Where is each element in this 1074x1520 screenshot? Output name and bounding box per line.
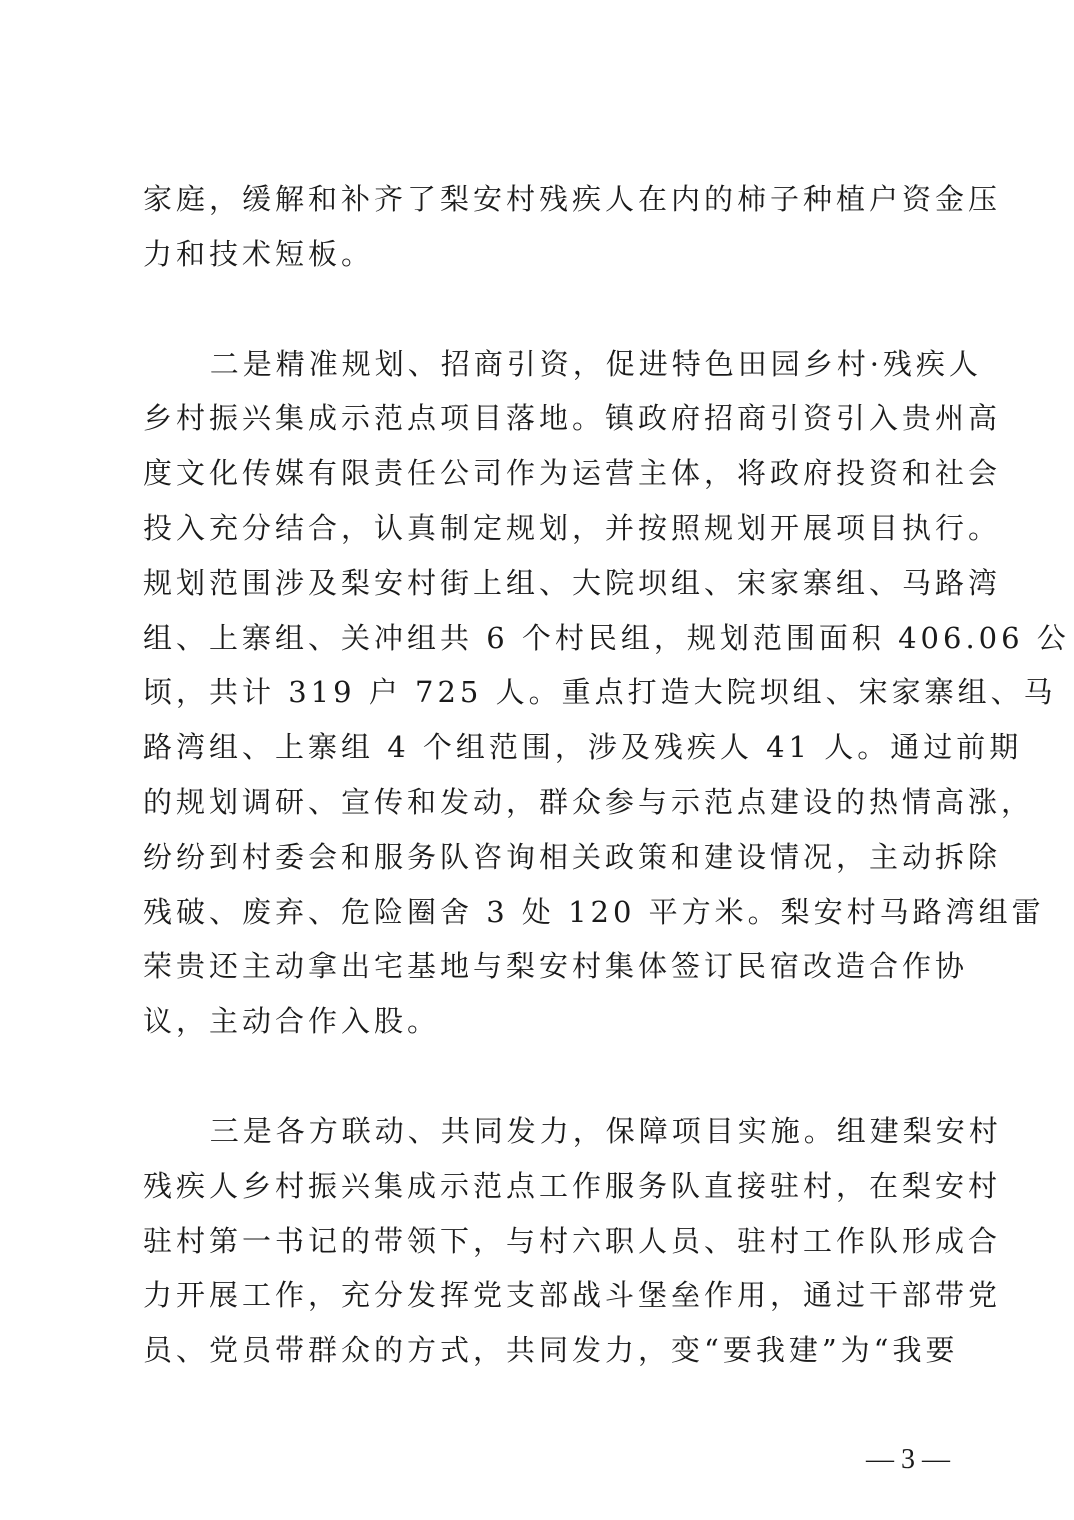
text-line: 荣贵还主动拿出宅基地与梨安村集体签订民宿改造合作协	[143, 949, 969, 984]
paragraph-3	[143, 1104, 1002, 1378]
text-line: 路湾组、上寨组 4 个组范围，涉及残疾人 41 人。通过前期	[143, 730, 1023, 765]
paragraph-2	[143, 337, 1070, 1049]
text-line: 驻村第一书记的带领下，与村六职人员、驻村工作队形成合	[143, 1223, 1002, 1258]
text-line: 员、党员带群众的方式，共同发力，变“要我建”为“我要	[143, 1333, 959, 1368]
text-line: 残疾人乡村振兴集成示范点工作服务队直接驻村，在梨安村	[143, 1168, 1002, 1203]
text-line: 力开展工作，充分发挥党支部战斗堡垒作用，通过干部带党	[143, 1278, 1002, 1313]
paragraph-spacer	[143, 1049, 943, 1104]
text-line: 家庭，缓解和补齐了梨安村残疾人在内的柿子种植户资金压	[143, 182, 1002, 216]
text-line: 投入充分结合，认真制定规划，并按照规划开展项目执行。	[143, 510, 1002, 545]
text-line: 二是精准规划、招商引资，促进特色田园乡村·残疾人	[209, 346, 982, 381]
text-line: 的规划调研、宣传和发动，群众参与示范点建设的热情高涨，	[143, 784, 1035, 819]
paragraph-spacer	[143, 282, 943, 337]
text-line: 乡村振兴集成示范点项目落地。镇政府招商引资引入贵州高	[143, 401, 1002, 436]
text-line: 纷纷到村委会和服务队咨询相关政策和建设情况，主动拆除	[143, 839, 1002, 874]
text-line: 规划范围涉及梨安村街上组、大院坝组、宋家寨组、马路湾	[143, 565, 1002, 600]
text-line: 力和技术短板。	[143, 236, 375, 271]
text-line: 三是各方联动、共同发力，保障项目实施。组建梨安村	[209, 1113, 1002, 1148]
text-line: 组、上寨组、关冲组共 6 个村民组，规划范围面积 406.06 公	[143, 620, 1070, 655]
paragraph-1	[143, 172, 1002, 282]
text-line: 残破、废弃、危险圈舍 3 处 120 平方米。梨安村马路湾组雷	[143, 894, 1045, 929]
text-line: 议，主动合作入股。	[143, 1004, 441, 1039]
page-number: — 3 —	[866, 1444, 950, 1475]
body-text	[143, 172, 1070, 1378]
text-line: 度文化传媒有限责任公司作为运营主体，将政府投资和社会	[143, 456, 1002, 491]
text-line: 顷，共计 319 户 725 人。重点打造大院坝组、宋家寨组、马	[143, 675, 1057, 710]
